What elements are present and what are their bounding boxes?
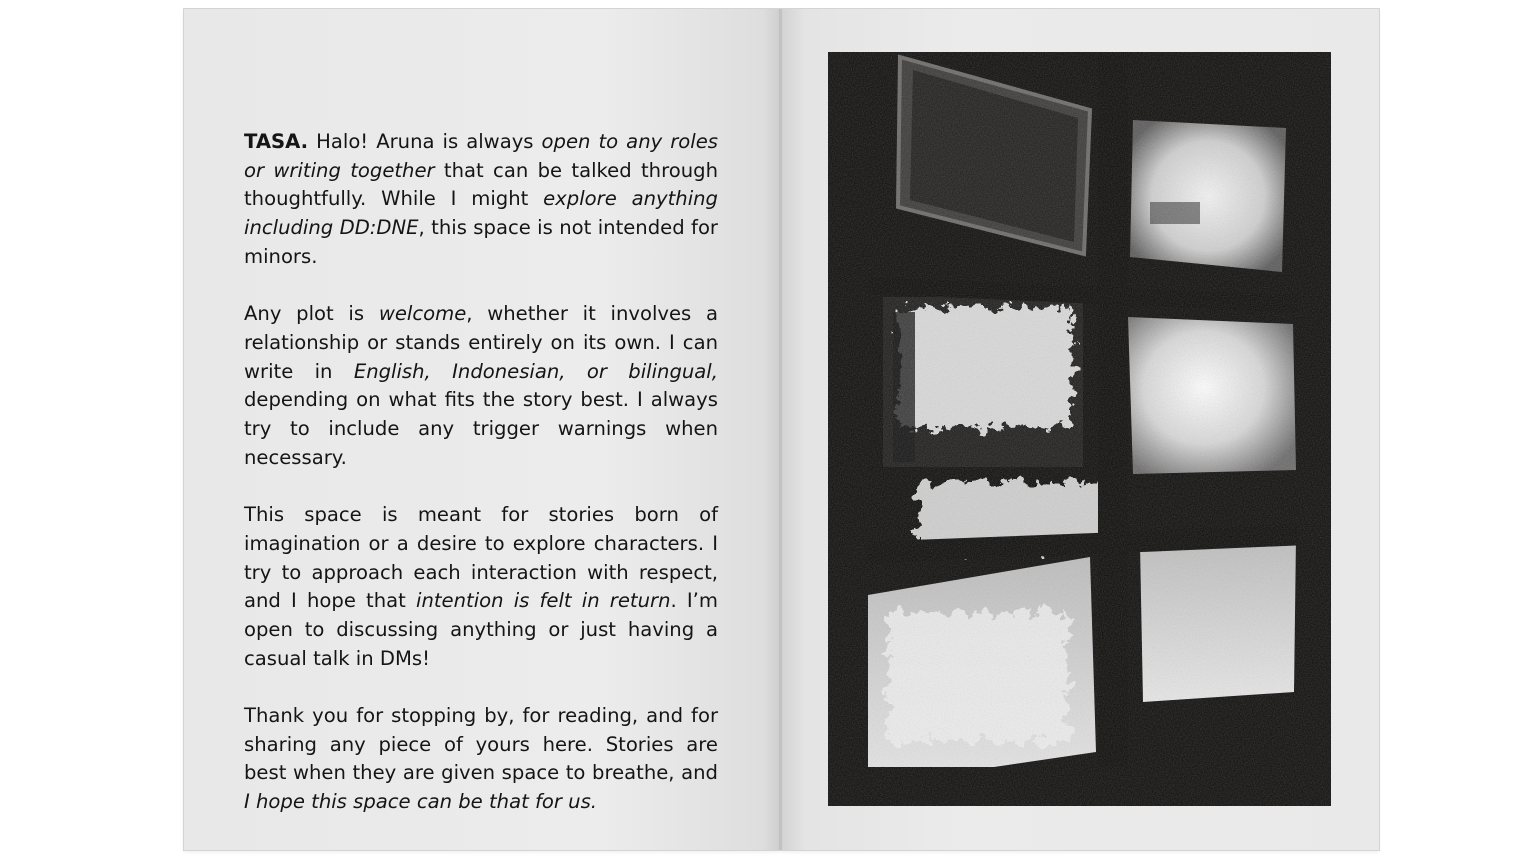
italic-span: I hope this space can be that for us. [244,790,598,814]
text-span: This space is meant for stories born of imagination or a desire to explore characters. I try to approach each interaction with respect, and I hope that [244,503,718,613]
text-span: , this space is not intended for minors. [244,216,718,268]
right-page [781,9,1379,850]
text-span: . I’m open to discussing anything or just having a casual talk in DMs! [244,589,718,670]
italic-span: intention is felt in return [416,589,671,613]
text-span: Thank you for stopping by, for reading, and for sharing any piece of yours here. Stories are best when they are given space to breathe, and [244,704,718,785]
italic-span: open to any roles or writing together [244,130,718,182]
text-span: that can be talked through thoughtfully. While I might [244,158,718,211]
italic-span: explore anything including DD:DNE [244,187,718,240]
paragraph-space [244,501,718,673]
paragraph-intro [244,128,718,272]
paragraph-plot [244,300,718,472]
italic-span: welcome [378,302,467,326]
left-page [184,9,780,850]
window-panes-photo [828,52,1331,806]
text-span: Halo! Aruna is always [308,130,542,153]
paragraph-thanks [244,702,718,817]
heading-tasa: TASA. [244,130,309,153]
italic-span: English, Indonesian, or bilingual, [353,359,718,383]
text-span: , whether it involves a relationship or stands entirely on its own. I can write in [244,302,719,383]
photo-art [828,52,1331,806]
book-spine [779,9,782,850]
body-text [244,128,718,846]
text-span: depending on what fits the story best. I always try to include any trigger warnings when necessary. [244,388,718,469]
text-span: Any plot is [244,302,379,326]
